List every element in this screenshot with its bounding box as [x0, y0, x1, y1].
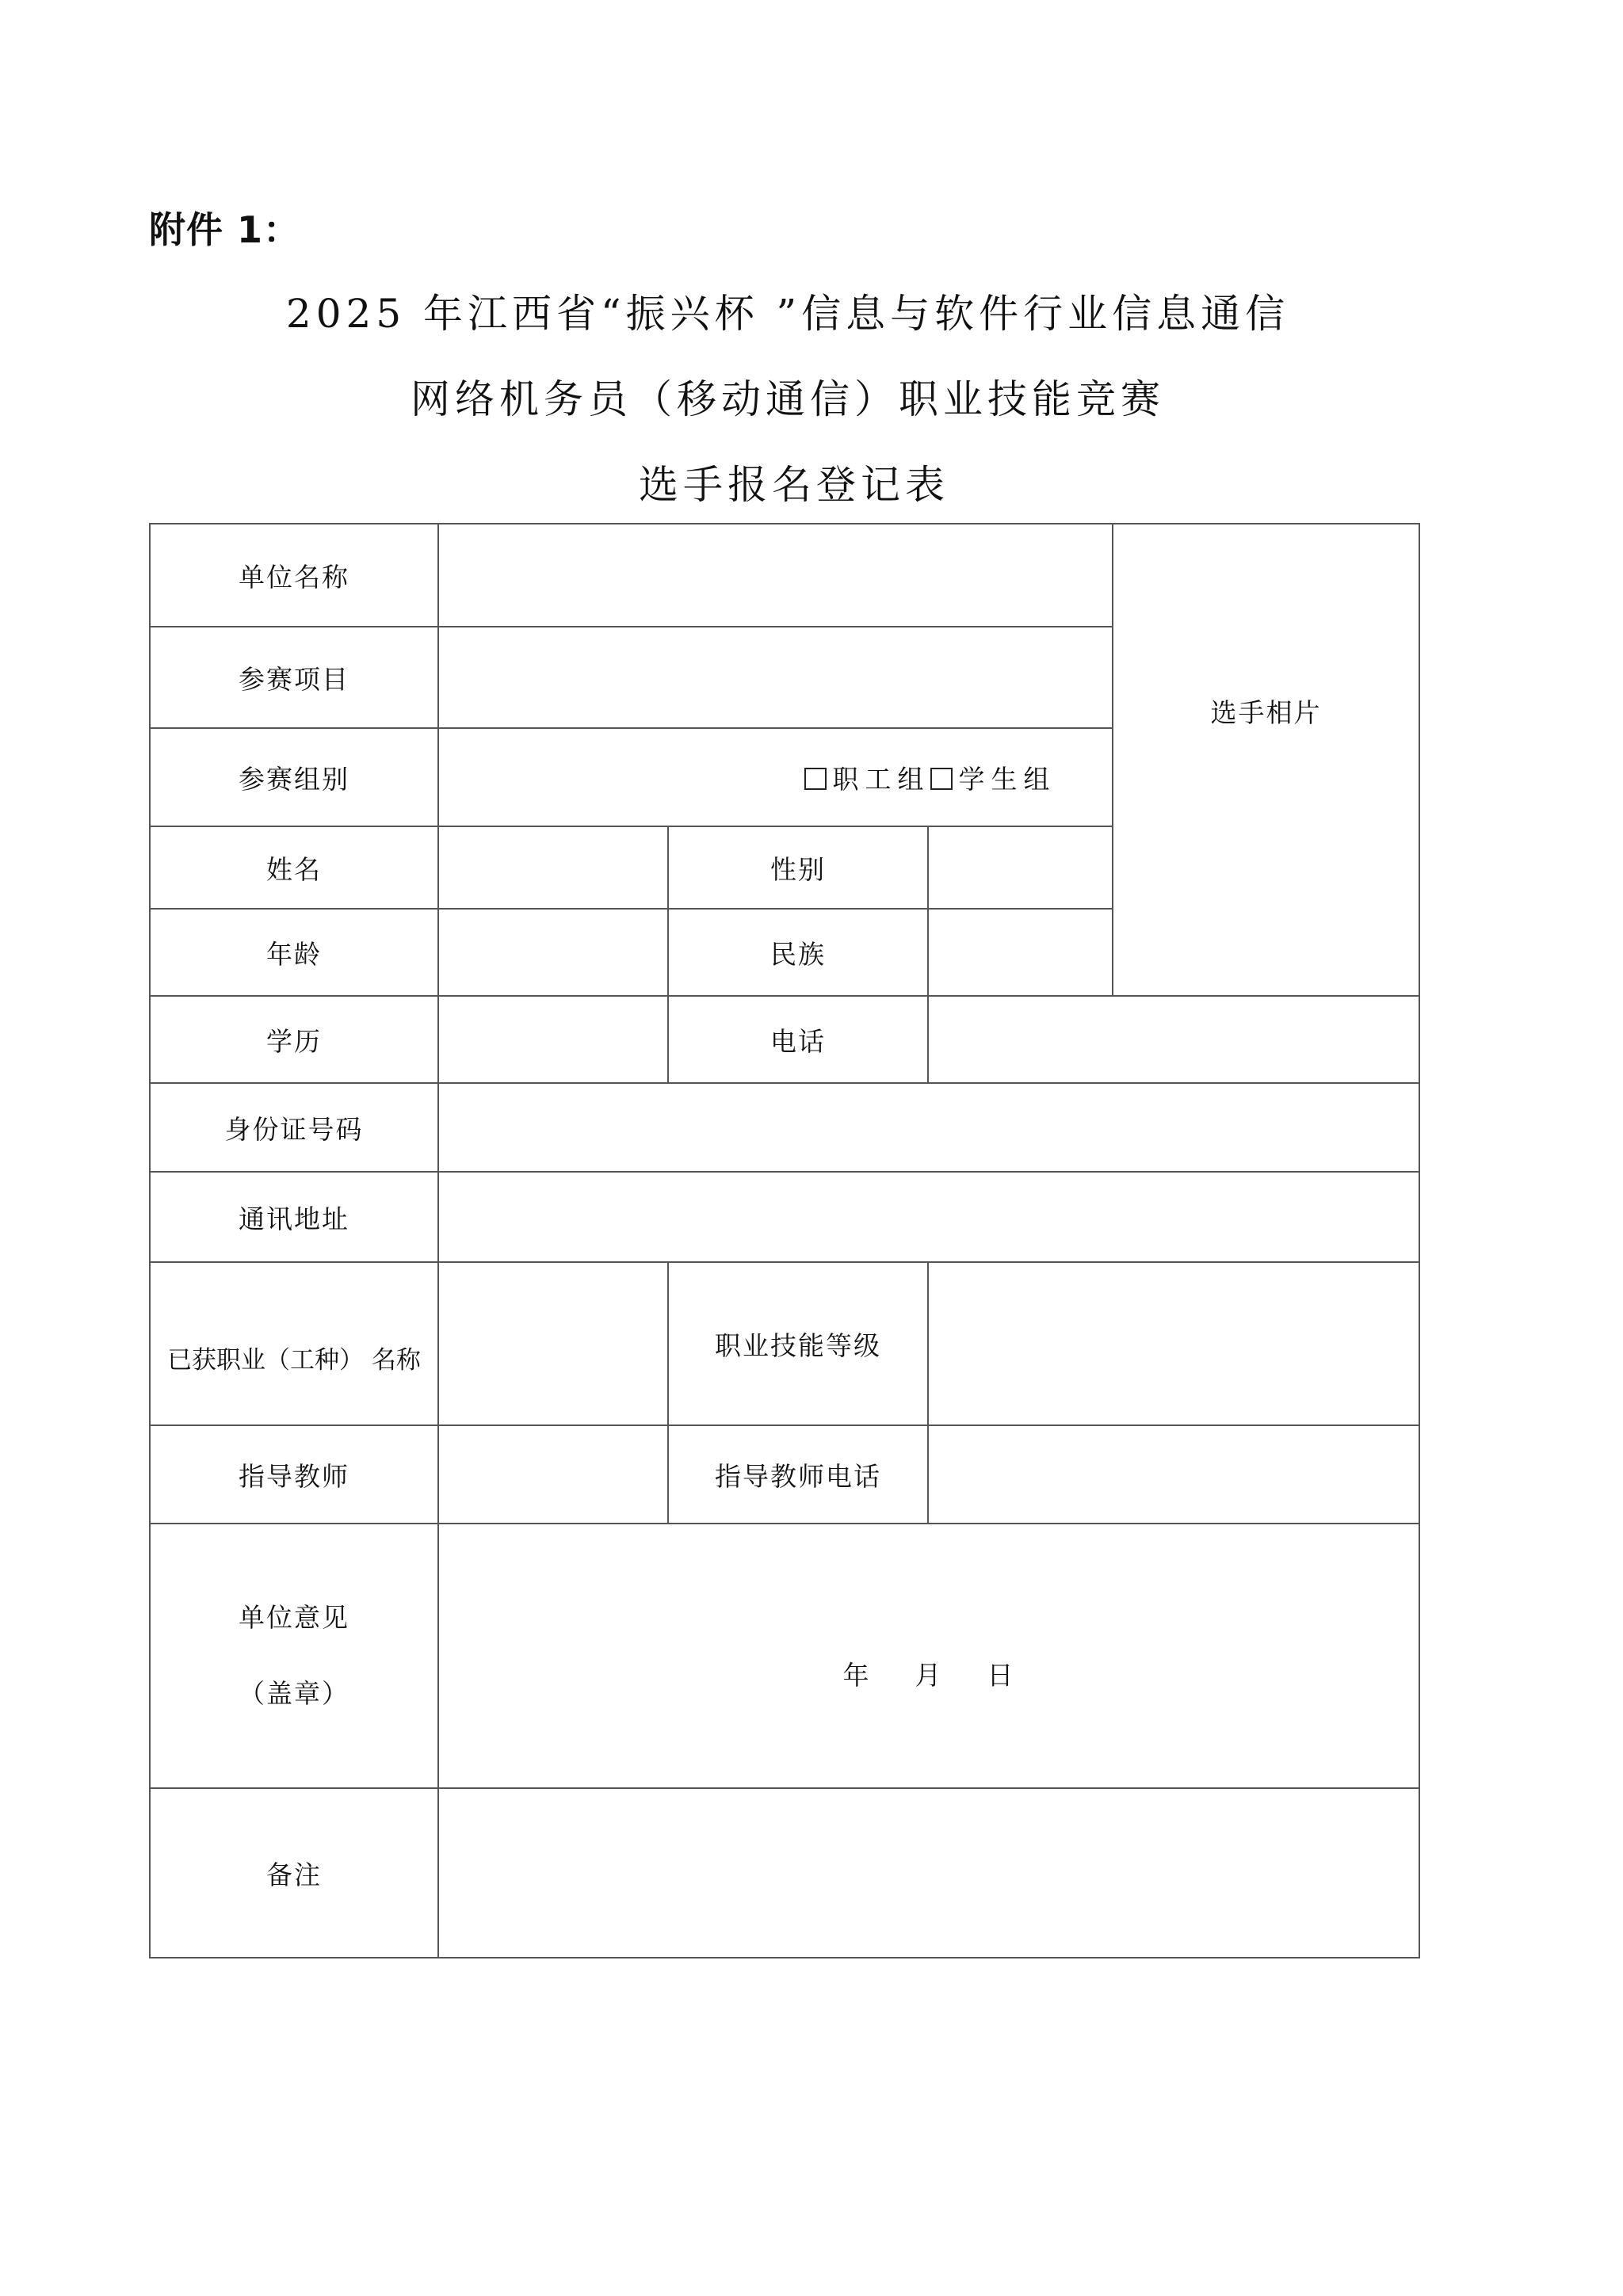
id-number-label: 身份证号码	[150, 1083, 438, 1172]
education-field[interactable]	[438, 996, 668, 1083]
unit-opinion-field[interactable]	[438, 1524, 1419, 1788]
age-label: 年龄	[150, 909, 438, 996]
stamp-label: （盖章）	[239, 1678, 349, 1709]
group-option-student: 学生组	[958, 763, 1056, 795]
address-label: 通讯地址	[150, 1172, 438, 1262]
group-checkbox-student[interactable]	[930, 768, 953, 790]
age-field[interactable]	[438, 909, 668, 996]
name-label: 姓名	[150, 826, 438, 909]
education-label: 学历	[150, 996, 438, 1083]
phone-field[interactable]	[928, 996, 1419, 1083]
name-field[interactable]	[438, 826, 668, 909]
unit-opinion-cell	[150, 1524, 438, 1788]
date-month: 月	[915, 1659, 943, 1691]
ethnicity-label: 民族	[668, 909, 928, 996]
address-field[interactable]	[438, 1172, 1419, 1262]
event-field[interactable]	[438, 627, 1113, 728]
skill-level-field[interactable]	[928, 1262, 1419, 1425]
group-option-worker: 职工组	[832, 763, 930, 795]
group-field	[438, 728, 1113, 826]
instructor-phone-field[interactable]	[928, 1425, 1419, 1524]
remarks-field[interactable]	[438, 1788, 1419, 1958]
date-day: 日	[987, 1659, 1015, 1691]
skill-level-label: 职业技能等级	[668, 1262, 928, 1425]
occupation-field[interactable]	[438, 1262, 668, 1425]
event-label: 参赛项目	[150, 627, 438, 728]
instructor-phone-label: 指导教师电话	[668, 1425, 928, 1524]
group-label: 参赛组别	[150, 728, 438, 826]
gender-field[interactable]	[928, 826, 1113, 909]
unit-name-label: 单位名称	[150, 524, 438, 627]
instructor-field[interactable]	[438, 1425, 668, 1524]
occupation-label: 已获职业（工种） 名称	[150, 1262, 438, 1425]
photo-label: 选手相片	[1210, 696, 1322, 728]
attachment-label: 附件 1：	[149, 208, 301, 251]
phone-label: 电话	[668, 996, 928, 1083]
instructor-label: 指导教师	[150, 1425, 438, 1524]
group-checkbox-worker[interactable]	[804, 768, 827, 790]
gender-label: 性别	[668, 826, 928, 909]
title-line-2: 网络机务员（移动通信）职业技能竞赛	[411, 376, 1165, 422]
photo-box[interactable]	[1113, 524, 1419, 996]
remarks-label: 备注	[150, 1788, 438, 1958]
title-line-1: 2025 年江西省“振兴杯 ”信息与软件行业信息通信	[285, 291, 1290, 337]
title-line-3: 选手报名登记表	[639, 462, 949, 508]
ethnicity-field[interactable]	[928, 909, 1113, 996]
date-year: 年	[842, 1659, 871, 1691]
unit-name-field[interactable]	[438, 524, 1113, 627]
registration-form	[149, 523, 1420, 1958]
id-number-field[interactable]	[438, 1083, 1419, 1172]
unit-opinion-label: 单位意见	[239, 1602, 349, 1633]
